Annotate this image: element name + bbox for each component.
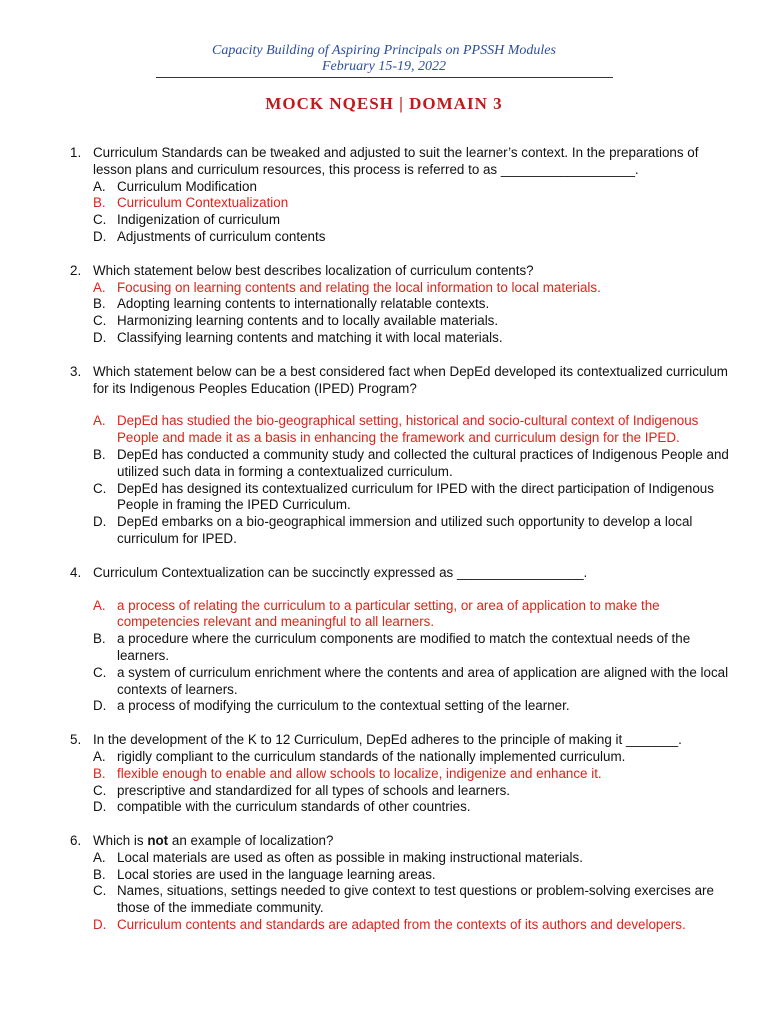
question-text-emphasis: not bbox=[147, 833, 169, 849]
question-number: 2. bbox=[70, 262, 82, 278]
option-b bbox=[0, 631, 768, 665]
option-text: Local materials are used as often as possible in making instructional materials. bbox=[117, 849, 583, 865]
spacer bbox=[0, 397, 768, 413]
option-text: flexible enough to enable and allow schools to localize, indigenize and enhance it. bbox=[117, 765, 602, 781]
option-d bbox=[0, 330, 768, 347]
option-a bbox=[0, 749, 768, 766]
option-letter: D. bbox=[93, 228, 107, 244]
option-text: DepEd has studied the bio-geographical setting, historical and socio-cultural context of Indigenous People and made it as a basis in enhancing the framework and curriculum design for the IPED. bbox=[117, 413, 699, 446]
option-letter: A. bbox=[93, 279, 106, 295]
option-text: Local stories are used in the language learning areas. bbox=[117, 866, 436, 882]
option-a bbox=[0, 850, 768, 867]
option-letter: D. bbox=[93, 329, 107, 345]
question-text: Which statement below can be a best considered fact when DepEd developed its contextualized curriculum for its Indigenous Peoples Education (IPED) Program? bbox=[93, 363, 728, 396]
option-letter: A. bbox=[93, 597, 106, 613]
option-letter: D. bbox=[93, 799, 107, 815]
question-number: 6. bbox=[70, 833, 82, 849]
spacer bbox=[0, 246, 768, 263]
spacer bbox=[0, 548, 768, 565]
option-letter: B. bbox=[93, 631, 106, 647]
option-b-correct-answer bbox=[0, 766, 768, 783]
option-letter: D. bbox=[93, 917, 107, 933]
option-text: DepEd embarks on a bio-geographical immersion and utilized such opportunity to develop a local curriculum for IPED. bbox=[117, 514, 693, 546]
option-text: Focusing on learning contents and relating the local information to local materials. bbox=[117, 279, 601, 295]
option-text: a process of relating the curriculum to a particular setting, or area of application to make the competencies relevant and meaningful to all learners. bbox=[117, 597, 660, 630]
option-letter: C. bbox=[93, 782, 107, 798]
option-b bbox=[0, 867, 768, 884]
option-letter: A. bbox=[93, 748, 106, 764]
option-letter: C. bbox=[93, 883, 107, 899]
option-text: a procedure where the curriculum components are modified to match the contextual needs of the learners. bbox=[117, 631, 691, 663]
question-text: Curriculum Standards can be tweaked and adjusted to suit the learner’s context. In the preparations of lesson plans and curriculum resources, this process is referred to as __________________. bbox=[93, 145, 699, 177]
option-letter: B. bbox=[93, 296, 106, 312]
header-line-1: Capacity Building of Aspiring Principals on PPSSH Modules bbox=[212, 43, 556, 58]
option-letter: B. bbox=[93, 765, 106, 781]
option-letter: C. bbox=[93, 313, 107, 329]
option-letter: C. bbox=[93, 212, 107, 228]
option-d bbox=[0, 698, 768, 715]
option-c bbox=[0, 313, 768, 330]
option-letter: C. bbox=[93, 480, 107, 496]
option-d bbox=[0, 799, 768, 816]
option-text: Curriculum Modification bbox=[117, 178, 257, 194]
header-divider bbox=[156, 77, 613, 78]
option-letter: A. bbox=[93, 178, 106, 194]
option-text: Adjustments of curriculum contents bbox=[117, 228, 326, 244]
option-text: prescriptive and standardized for all types of schools and learners. bbox=[117, 782, 511, 798]
option-letter: D. bbox=[93, 514, 107, 530]
option-letter: A. bbox=[93, 413, 106, 429]
option-b bbox=[0, 447, 768, 481]
option-text: Classifying learning contents and matching it with local materials. bbox=[117, 329, 503, 345]
option-text: a system of curriculum enrichment where the contents and area of application are aligned with the local contexts of learners. bbox=[117, 664, 729, 697]
question-number: 4. bbox=[70, 564, 82, 580]
option-c bbox=[0, 665, 768, 699]
option-text: Curriculum Contextualization bbox=[117, 195, 289, 211]
question-1 bbox=[0, 145, 768, 246]
header-line-2: February 15-19, 2022 bbox=[321, 59, 447, 74]
document-header bbox=[0, 43, 768, 75]
option-b-correct-answer bbox=[0, 195, 768, 212]
option-text: compatible with the curriculum standards of other countries. bbox=[117, 799, 471, 815]
spacer bbox=[0, 715, 768, 732]
option-text: DepEd has designed its contextualized curriculum for IPED with the direct participation of Indigenous People in framing the IPED Curriculum. bbox=[117, 480, 714, 513]
question-text: Which statement below best describes localization of curriculum contents? bbox=[93, 262, 534, 278]
option-text: a process of modifying the curriculum to the contextual setting of the learner. bbox=[117, 698, 570, 714]
option-letter: A. bbox=[93, 849, 106, 865]
option-letter: B. bbox=[93, 446, 106, 462]
question-text-before: Which is bbox=[93, 833, 148, 849]
option-text: Names, situations, settings needed to give context to test questions or problem-solving exercises are those of the immediate community. bbox=[117, 883, 714, 916]
option-b bbox=[0, 296, 768, 313]
option-d bbox=[0, 514, 768, 548]
option-a-correct-answer bbox=[0, 598, 768, 632]
question-4 bbox=[0, 565, 768, 715]
question-text-after: an example of localization? bbox=[168, 833, 334, 849]
option-letter: D. bbox=[93, 698, 107, 714]
question-5 bbox=[0, 732, 768, 816]
question-2 bbox=[0, 263, 768, 347]
option-a-correct-answer bbox=[0, 280, 768, 297]
option-text: Adopting learning contents to internationally relatable contexts. bbox=[117, 296, 490, 312]
question-number: 1. bbox=[70, 145, 82, 160]
option-d-correct-answer bbox=[0, 917, 768, 934]
option-c bbox=[0, 783, 768, 800]
option-a bbox=[0, 179, 768, 196]
option-text: Curriculum contents and standards are adapted from the contexts of its authors and developers. bbox=[117, 917, 686, 933]
page-title: MOCK NQESH | DOMAIN 3 bbox=[265, 94, 503, 113]
spacer bbox=[0, 816, 768, 833]
question-text: Curriculum Contextualization can be succinctly expressed as _________________. bbox=[93, 564, 588, 580]
option-text: rigidly compliant to the curriculum standards of the nationally implemented curriculum. bbox=[117, 748, 626, 764]
option-c bbox=[0, 883, 768, 917]
question-text bbox=[93, 833, 733, 850]
option-c bbox=[0, 212, 768, 229]
question-3 bbox=[0, 364, 768, 548]
question-number: 3. bbox=[70, 363, 82, 379]
question-6 bbox=[0, 833, 768, 934]
option-text: Harmonizing learning contents and to locally available materials. bbox=[117, 313, 499, 329]
option-a-correct-answer bbox=[0, 413, 768, 447]
option-text: Indigenization of curriculum bbox=[117, 212, 281, 228]
question-number: 5. bbox=[70, 732, 82, 748]
option-letter: C. bbox=[93, 664, 107, 680]
spacer bbox=[0, 347, 768, 364]
option-letter: B. bbox=[93, 866, 106, 882]
question-text: In the development of the K to 12 Curriculum, DepEd adheres to the principle of making it _______. bbox=[93, 732, 682, 748]
option-letter: B. bbox=[93, 195, 106, 211]
spacer bbox=[0, 582, 768, 598]
question-list bbox=[0, 145, 768, 934]
option-d bbox=[0, 229, 768, 246]
option-c bbox=[0, 481, 768, 515]
option-text: DepEd has conducted a community study and collected the cultural practices of Indigenous People and utilized such data in forming a contextualized curriculum. bbox=[117, 446, 729, 479]
